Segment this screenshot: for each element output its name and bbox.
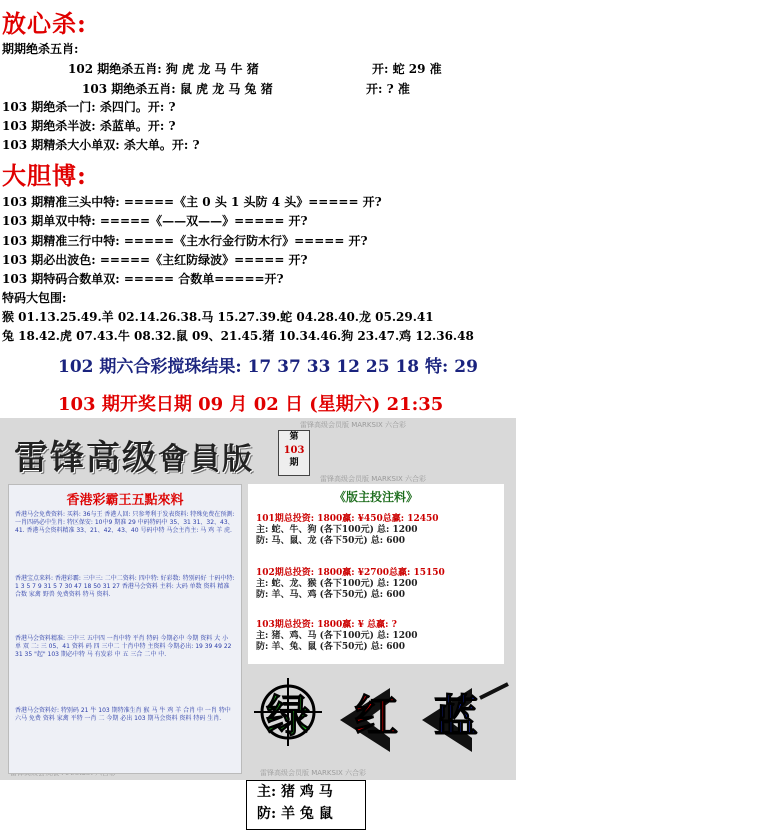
brand-text: 雷锋高级 — [14, 438, 158, 478]
investment-block — [256, 514, 439, 547]
left-panel-title: 香港彩霸王五點來料 — [66, 493, 184, 508]
bottom-guard: 防: 羊 兔 鼠 — [257, 806, 333, 822]
kill-row-102-result: 开: 蛇 29 准 — [372, 62, 442, 76]
section-title-fangxinsha: 放心杀: — [2, 9, 87, 38]
poster-image — [0, 418, 516, 780]
investment-main: 主: 猪、鸡、马 (各下100元) 总: 1200 — [256, 631, 418, 641]
investment-title: 103期总投资: 1800赢: ¥ 总赢: ? — [256, 620, 397, 630]
left-panel-text: 香港宝点来料: 香港彩霸: 三中三: 二中二资料: 四中特: 好彩数: 特别码好 十码中特: 1 3 5 7 9 31 5 7 30 47 18 50 31 27 香港马会资料 主料: 大码 单数 资料 精准 合数 家禽 野兽 免费资料 特马 资料. — [15, 575, 235, 598]
package-row: 猴 01.13.25.49.羊 02.14.26.38.马 15.27.39.蛇 04.28.40.龙 05.29.41 — [2, 310, 434, 324]
bet-line: 103 期单双中特: =====《——双——》===== 开? — [2, 214, 308, 228]
right-panel — [248, 484, 504, 664]
bottom-summary-box — [246, 780, 366, 830]
section-title-dadanbo: 大胆博: — [2, 161, 87, 190]
watermark: 雷锋高级会员版 MARKSIX 六合彩 — [320, 475, 427, 483]
red-glyph: 红 — [354, 691, 398, 742]
left-panel-text: 香港马会资料精准: 三中三 五中四 一肖中特 平肖 特码 今期必中 今期 资料 大 小 单 双 二: 三 05、41 资料 码 四 三中二 十肖中特 主资料 今期必出: 19 39 49 22 31 35 "起" 103 期必中特 马 有发彩 中 五 三合 二中 中. — [15, 635, 232, 658]
issue-prefix: 第 — [289, 432, 299, 442]
left-panel-text: 香港马会资料好: 特别码 21 牛 103 期特准生肖 猴 马 牛 鸡 羊 合肖 中 一肖 特中 六马 免费 资料 家禽 平特 一肖 二 今期 必出 103 期马会资料 资料 特码 生肖. — [15, 707, 231, 722]
investment-title: 101期总投资: 1800赢: ¥450总赢: 12450 — [256, 514, 439, 524]
kill-row-103-result: 开: ? 准 — [366, 82, 410, 96]
green-glyph: 绿 — [266, 691, 310, 742]
investment-guard: 防: 羊、兔、鼠 (各下50元) 总: 600 — [256, 642, 406, 652]
package-label: 特码大包围: — [2, 291, 67, 305]
kill-line: 103 期绝杀半波: 杀蓝单。开: ? — [2, 119, 176, 133]
watermark: 雷锋高级会员版 MARKSIX 六合彩 — [260, 769, 367, 777]
investment-main: 主: 蛇、龙、猴 (各下100元) 总: 1200 — [256, 579, 418, 589]
kill-row-102: 102 期绝杀五肖: 狗 虎 龙 马 牛 猪 — [68, 62, 259, 76]
investment-guard: 防: 羊、马、鸡 (各下50元) 总: 600 — [256, 590, 406, 600]
kill-line: 103 期绝杀一门: 杀四门。开: ? — [2, 100, 176, 114]
investment-title: 102期总投资: 1800赢: ¥2700总赢: 15150 — [256, 568, 445, 578]
bet-line: 103 期精准三头中特: =====《主 0 头 1 头防 4 头》===== 开? — [2, 195, 382, 209]
bet-line: 103 期特码合数单双: ===== 合数单=====开? — [2, 272, 284, 286]
investment-main: 主: 蛇、牛、狗 (各下100元) 总: 1200 — [256, 525, 418, 535]
color-glyphs — [258, 680, 508, 758]
result-line: 102 期六合彩搅珠结果: 17 37 33 12 25 18 特: 29 — [58, 357, 478, 377]
brand-text-2: 會員版 — [158, 442, 254, 477]
bottom-main: 主: 猪 鸡 马 — [257, 784, 333, 800]
issue-box — [278, 430, 310, 476]
watermark: 雷锋高级会员版 MARKSIX 六合彩 — [300, 421, 407, 429]
package-row: 兔 18.42.虎 07.43.牛 08.32.鼠 09、21.45.猪 10.34.46.狗 23.47.鸡 12.36.48 — [2, 329, 474, 343]
right-panel-title: 《版主投注料》 — [333, 490, 418, 504]
poster-brand — [14, 430, 254, 479]
bet-line: 103 期必出波色: =====《主红防绿波》===== 开? — [2, 253, 308, 267]
issue-suffix: 期 — [289, 458, 299, 468]
investment-block — [256, 620, 418, 653]
investment-block — [256, 568, 445, 601]
left-panel — [8, 484, 242, 774]
investment-guard: 防: 马、鼠、龙 (各下50元) 总: 600 — [256, 536, 406, 546]
bet-line: 103 期精准三行中特: =====《主水行金行防木行》===== 开? — [2, 234, 368, 248]
kill-row-103: 103 期绝杀五肖: 鼠 虎 龙 马 兔 猪 — [82, 82, 273, 96]
issue-number: 103 — [283, 445, 305, 456]
draw-date-line: 103 期开奖日期 09 月 02 日 (星期六) 21:35 — [58, 394, 444, 415]
intro-line: 期期绝杀五肖: — [2, 42, 79, 56]
kill-line: 103 期精杀大小单双: 杀大单。开: ? — [2, 138, 200, 152]
blue-glyph: 蓝 — [434, 691, 478, 742]
left-panel-text: 香港马会免费资料: 买料: 36与王 香港人回: 只参考利于发表资料: 特殊免费在预测: 一肖四码必中生肖: 特区保安: 10中9 期准 29 中码特码中 35、31 31、32、43、41. 香港马会资料精准 33、21、42、43、40 号码中特 马会主肖主: 马 鸡 羊 虎. — [15, 511, 235, 534]
